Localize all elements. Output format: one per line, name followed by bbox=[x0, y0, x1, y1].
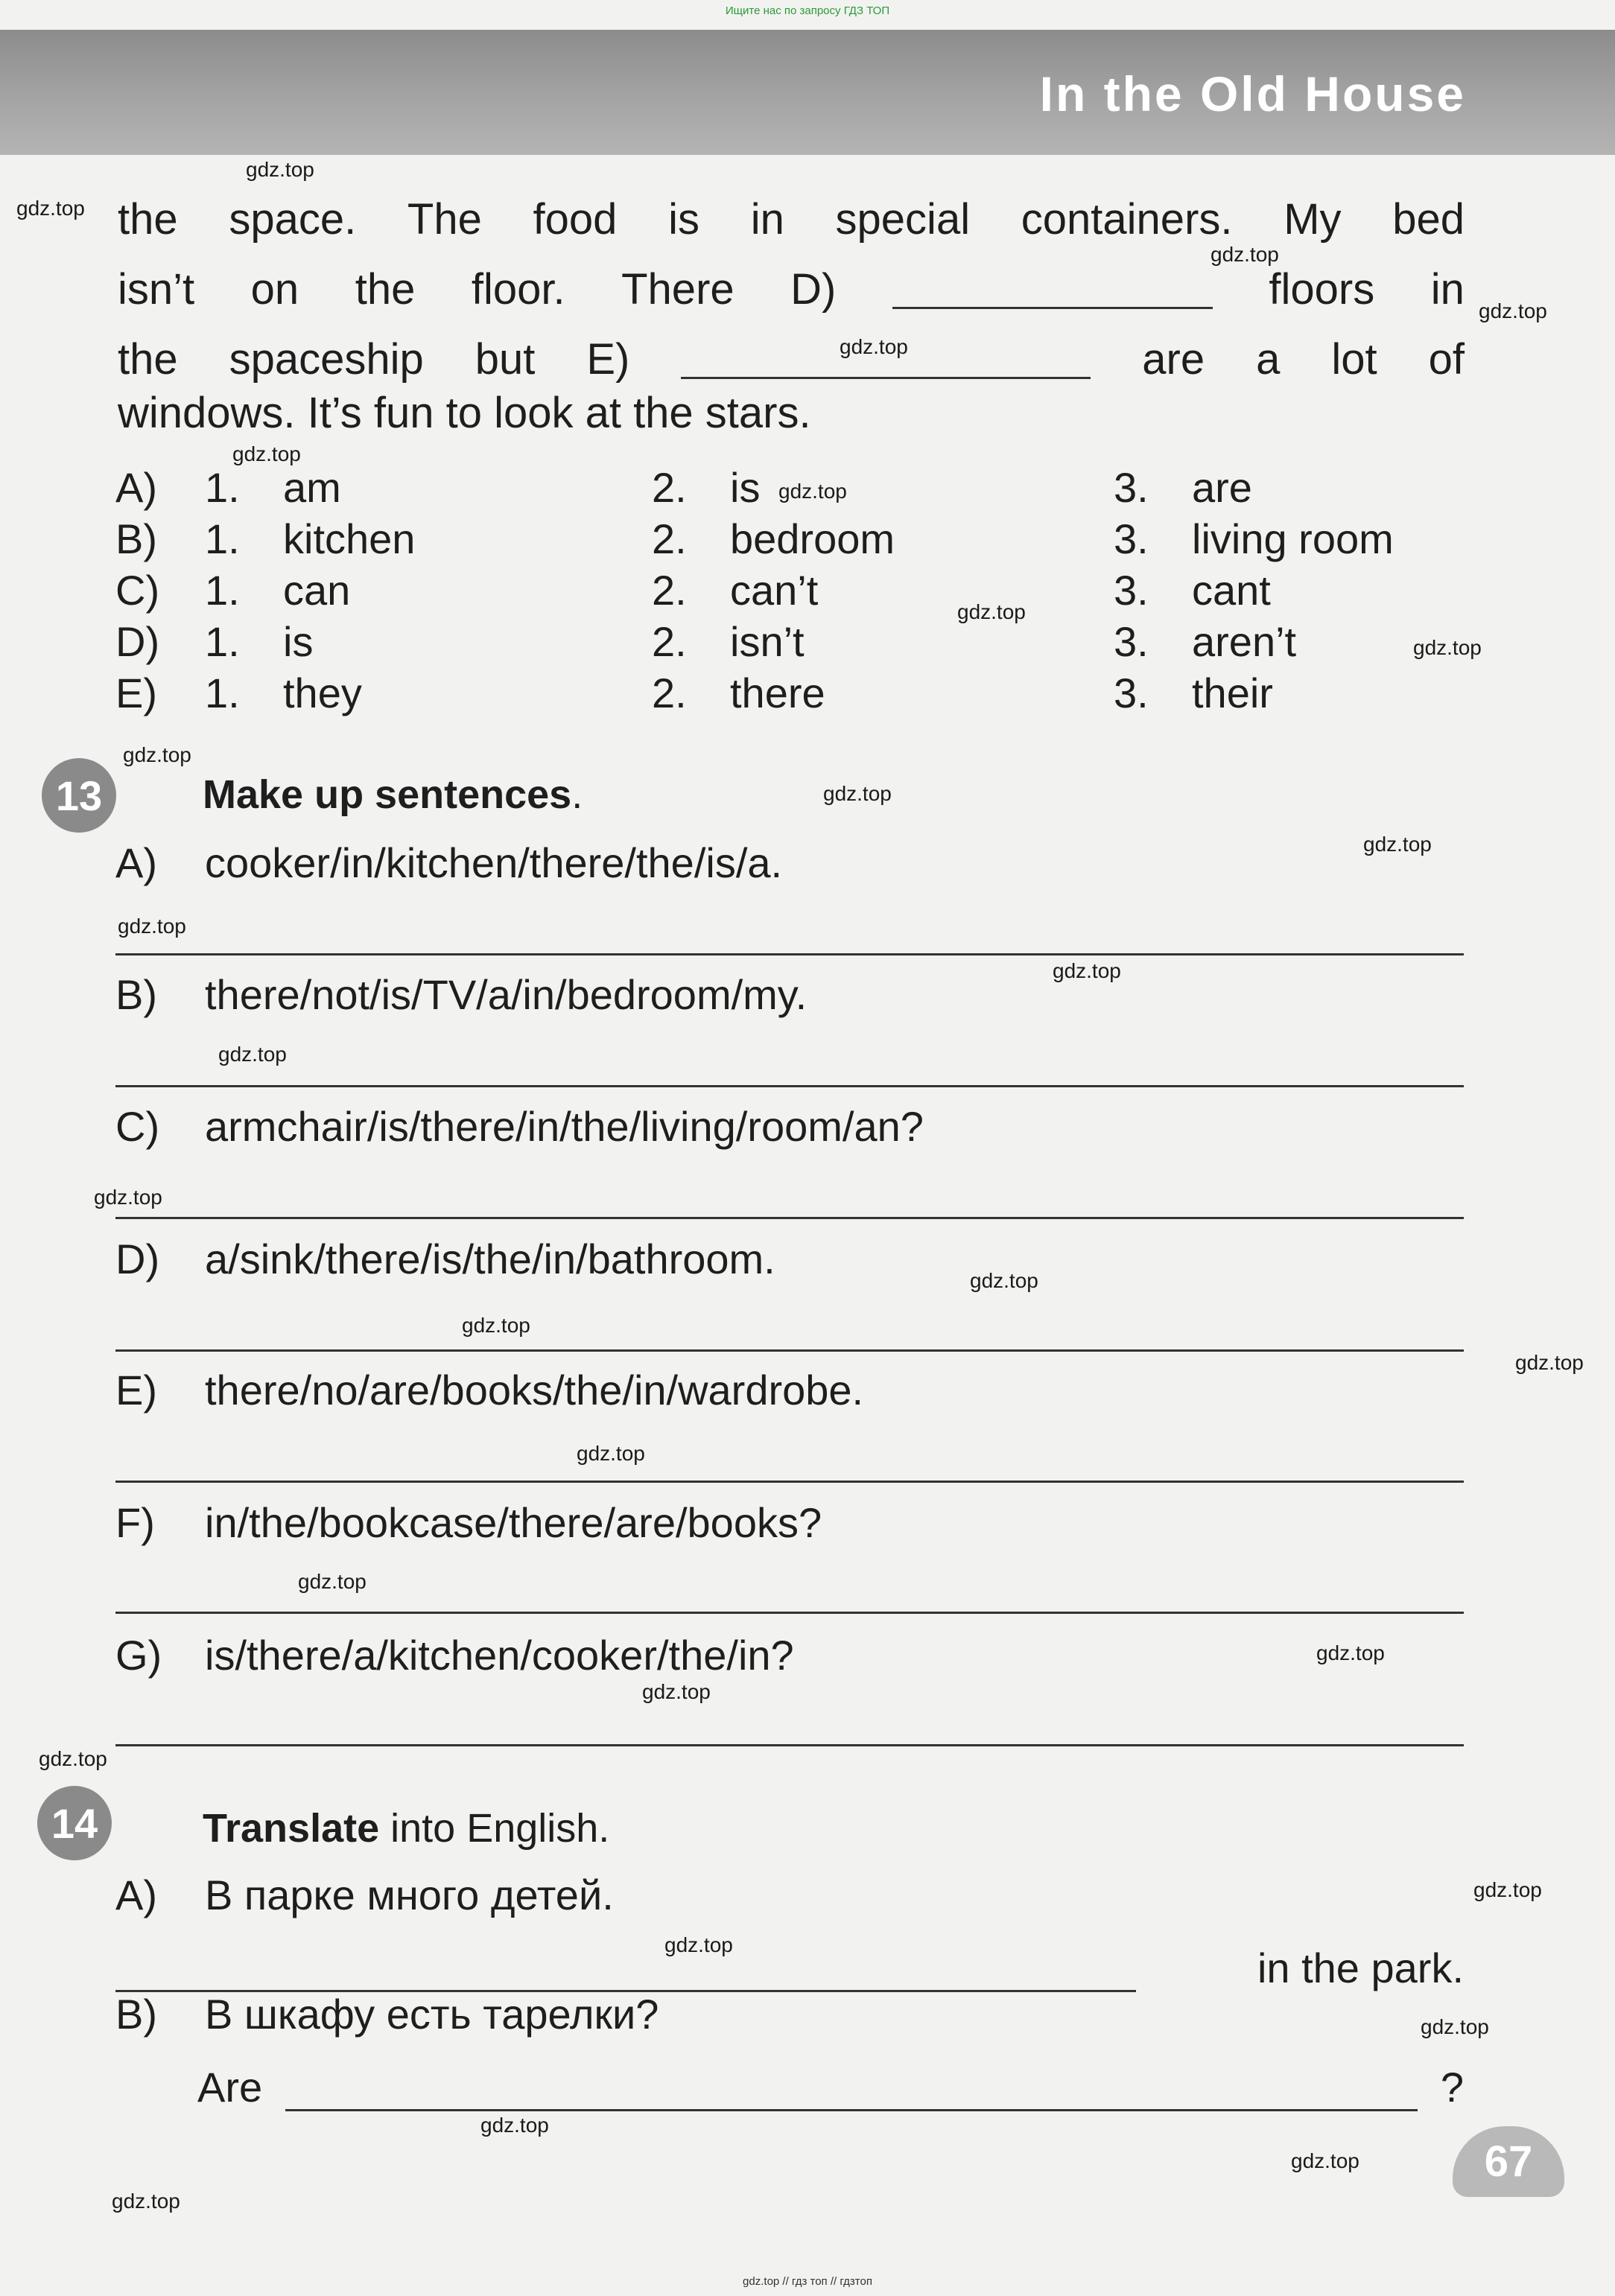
item-letter: G) bbox=[115, 1632, 162, 1679]
watermark-text: gdz.top bbox=[94, 1186, 162, 1209]
watermark-text: gdz.top bbox=[1421, 2015, 1489, 2038]
option-text: can bbox=[283, 567, 351, 614]
option-letter: A) bbox=[115, 464, 157, 511]
option-letter: B) bbox=[115, 515, 157, 562]
option-3[interactable] bbox=[1114, 463, 1252, 512]
item-text: В шкафу есть тарелки? bbox=[205, 1991, 659, 2038]
option-text: their bbox=[1192, 670, 1273, 716]
watermark-text: gdz.top bbox=[246, 158, 314, 181]
option-text: can’t bbox=[730, 567, 819, 614]
item-text: in/the/bookcase/there/are/books? bbox=[205, 1499, 822, 1546]
watermark-text: gdz.top bbox=[1053, 959, 1121, 982]
word: bed bbox=[1392, 195, 1465, 244]
answer-line-d[interactable] bbox=[115, 1349, 1464, 1352]
option-1[interactable] bbox=[205, 515, 652, 563]
option-3[interactable] bbox=[1114, 669, 1273, 717]
word: the bbox=[118, 195, 178, 244]
option-num: 2. bbox=[652, 515, 687, 562]
item-text: there/no/are/books/the/in/wardrobe. bbox=[205, 1367, 864, 1413]
translate-item-a bbox=[115, 1871, 614, 1919]
item-text: В парке много детей. bbox=[205, 1872, 614, 1918]
option-2[interactable] bbox=[652, 617, 1114, 666]
answer-line-translate-a[interactable] bbox=[115, 1953, 1136, 1992]
sentence-item-c bbox=[115, 1102, 924, 1151]
answer-line-e[interactable] bbox=[115, 1481, 1464, 1483]
option-text: bedroom bbox=[730, 515, 895, 562]
exercise-instruction bbox=[203, 1805, 609, 1851]
word: the bbox=[118, 335, 178, 384]
watermark-text: gdz.top bbox=[1363, 833, 1432, 856]
option-text: there bbox=[730, 670, 825, 716]
footer-text: gdz.top // гдз топ // гдзтоп bbox=[743, 2275, 872, 2288]
answer-line-translate-b[interactable] bbox=[285, 2072, 1418, 2111]
word: is bbox=[668, 195, 700, 244]
option-text: is bbox=[283, 618, 314, 665]
watermark-text: gdz.top bbox=[218, 1043, 287, 1066]
option-1[interactable] bbox=[205, 566, 652, 614]
item-text: is/there/a/kitchen/cooker/the/in? bbox=[205, 1632, 794, 1679]
word: in bbox=[750, 195, 784, 244]
watermark-text: gdz.top bbox=[1413, 636, 1482, 659]
option-2[interactable] bbox=[652, 463, 1114, 512]
sentence-item-e bbox=[115, 1366, 863, 1414]
watermark-text: gdz.top bbox=[462, 1314, 530, 1337]
item-letter: A) bbox=[115, 839, 157, 886]
word: on bbox=[250, 265, 299, 314]
exercise-number-badge: 13 bbox=[42, 758, 116, 833]
instruction-bold: Make up sentences bbox=[203, 772, 572, 817]
word: My bbox=[1284, 195, 1342, 244]
watermark-text: gdz.top bbox=[16, 197, 85, 220]
answer-line-a[interactable] bbox=[115, 953, 1464, 955]
option-text: they bbox=[283, 670, 362, 716]
watermark-text: gdz.top bbox=[1515, 1351, 1584, 1374]
answer-blank-d[interactable] bbox=[892, 271, 1213, 309]
watermark-text: gdz.top bbox=[1291, 2149, 1359, 2172]
word: are bbox=[1142, 335, 1205, 384]
sentence-item-b bbox=[115, 970, 807, 1019]
word: lot bbox=[1331, 335, 1377, 384]
option-num: 3. bbox=[1114, 464, 1149, 511]
word: floor. bbox=[471, 265, 565, 314]
word: food bbox=[533, 195, 618, 244]
paragraph-line-4: windows. It’s fun to look at the stars. bbox=[118, 389, 811, 437]
top-banner: Ищите нас по запросу ГДЗ ТОП bbox=[725, 4, 890, 17]
watermark-text: gdz.top bbox=[840, 335, 908, 358]
option-text: is bbox=[730, 464, 761, 511]
word: but bbox=[475, 335, 536, 384]
option-letter: C) bbox=[115, 567, 160, 614]
item-text-start: Are bbox=[197, 2064, 263, 2111]
option-text: cant bbox=[1192, 567, 1271, 614]
watermark-text: gdz.top bbox=[123, 743, 191, 766]
word: of bbox=[1428, 335, 1465, 384]
item-text-end: ? bbox=[1440, 2064, 1464, 2111]
word: The bbox=[407, 195, 482, 244]
option-num: 3. bbox=[1114, 515, 1149, 562]
instruction-rest: into English. bbox=[379, 1806, 610, 1851]
option-row-e bbox=[115, 667, 1471, 719]
watermark-text: gdz.top bbox=[664, 1933, 733, 1956]
watermark-text: gdz.top bbox=[642, 1680, 711, 1703]
option-2[interactable] bbox=[652, 669, 1114, 717]
page-number-badge: 67 bbox=[1453, 2126, 1564, 2197]
item-letter: F) bbox=[115, 1499, 155, 1546]
option-3[interactable] bbox=[1114, 515, 1394, 563]
option-num: 1. bbox=[205, 618, 240, 665]
item-letter: E) bbox=[115, 1367, 157, 1413]
option-text: isn’t bbox=[730, 618, 805, 665]
word: in bbox=[1430, 265, 1465, 314]
instruction-bold: Translate bbox=[203, 1806, 380, 1851]
option-text: kitchen bbox=[283, 515, 416, 562]
word: the bbox=[355, 265, 416, 314]
watermark-text: gdz.top bbox=[39, 1747, 107, 1770]
watermark-text: gdz.top bbox=[1479, 299, 1547, 322]
option-num: 3. bbox=[1114, 618, 1149, 665]
answer-line-b[interactable] bbox=[115, 1085, 1464, 1087]
item-letter: B) bbox=[115, 1991, 157, 2038]
watermark-text: gdz.top bbox=[298, 1570, 367, 1593]
instruction-rest: . bbox=[571, 772, 583, 817]
watermark-text: gdz.top bbox=[577, 1442, 645, 1465]
option-num: 2. bbox=[652, 618, 687, 665]
item-letter: A) bbox=[115, 1872, 157, 1918]
item-letter: D) bbox=[115, 1236, 160, 1282]
item-text: cooker/in/kitchen/there/the/is/a. bbox=[205, 839, 783, 886]
option-1[interactable] bbox=[205, 617, 652, 666]
option-3[interactable] bbox=[1114, 566, 1271, 614]
word: E) bbox=[586, 335, 630, 384]
watermark-text: gdz.top bbox=[118, 915, 186, 938]
item-text: there/not/is/TV/a/in/bedroom/my. bbox=[205, 971, 808, 1018]
watermark-text: gdz.top bbox=[112, 2190, 180, 2213]
sentence-item-d bbox=[115, 1235, 775, 1283]
word: special bbox=[835, 195, 971, 244]
reading-paragraph bbox=[118, 185, 1465, 395]
word: a bbox=[1256, 335, 1281, 384]
option-2[interactable] bbox=[652, 566, 1114, 614]
option-row-c bbox=[115, 565, 1471, 616]
option-3[interactable] bbox=[1114, 617, 1296, 666]
option-letter: D) bbox=[115, 618, 160, 665]
option-num: 3. bbox=[1114, 567, 1149, 614]
watermark-text: gdz.top bbox=[1473, 1878, 1542, 1901]
option-text: living room bbox=[1192, 515, 1394, 562]
word: spaceship bbox=[229, 335, 424, 384]
answer-line-g[interactable] bbox=[115, 1744, 1464, 1746]
item-text: armchair/is/there/in/the/living/room/an? bbox=[205, 1103, 924, 1150]
word: space. bbox=[229, 195, 357, 244]
word: There bbox=[621, 265, 734, 314]
option-num: 1. bbox=[205, 567, 240, 614]
exercise-instruction bbox=[203, 772, 583, 818]
word: isn’t bbox=[118, 265, 195, 314]
watermark-text: gdz.top bbox=[970, 1269, 1038, 1292]
option-num: 2. bbox=[652, 567, 687, 614]
option-num: 1. bbox=[205, 515, 240, 562]
item-text: a/sink/there/is/the/in/bathroom. bbox=[205, 1236, 775, 1282]
item-letter: B) bbox=[115, 971, 157, 1018]
watermark-text: gdz.top bbox=[778, 480, 847, 503]
sentence-item-f bbox=[115, 1498, 822, 1547]
watermark-text: gdz.top bbox=[480, 2114, 549, 2137]
translate-answer-b bbox=[197, 2063, 1464, 2111]
item-text-end: in the park. bbox=[1257, 1944, 1464, 1991]
watermark-text: gdz.top bbox=[1316, 1641, 1385, 1664]
option-letter: E) bbox=[115, 670, 157, 716]
option-num: 1. bbox=[205, 670, 240, 716]
option-num: 2. bbox=[652, 670, 687, 716]
watermark-text: gdz.top bbox=[823, 782, 892, 805]
option-1[interactable] bbox=[205, 463, 652, 512]
exercise-number-badge: 14 bbox=[37, 1786, 112, 1860]
option-row-b bbox=[115, 513, 1471, 565]
paragraph-line-3 bbox=[118, 325, 1465, 395]
sentence-item-g bbox=[115, 1631, 794, 1679]
translate-answer-a bbox=[115, 1944, 1464, 1992]
watermark-text: gdz.top bbox=[232, 442, 301, 465]
option-text: are bbox=[1192, 464, 1252, 511]
option-num: 1. bbox=[205, 464, 240, 511]
sentence-item-a bbox=[115, 839, 782, 887]
watermark-text: gdz.top bbox=[957, 600, 1026, 623]
option-text: am bbox=[283, 464, 341, 511]
translate-item-b bbox=[115, 1990, 659, 2038]
option-1[interactable] bbox=[205, 669, 652, 717]
option-2[interactable] bbox=[652, 515, 1114, 563]
item-letter: C) bbox=[115, 1103, 160, 1150]
watermark-text: gdz.top bbox=[1211, 243, 1279, 266]
option-text: aren’t bbox=[1192, 618, 1297, 665]
word: containers. bbox=[1021, 195, 1233, 244]
answer-line-c[interactable] bbox=[115, 1217, 1464, 1219]
option-num: 3. bbox=[1114, 670, 1149, 716]
word: D) bbox=[790, 265, 837, 314]
header-band bbox=[0, 30, 1615, 155]
page-title: In the Old House bbox=[1039, 66, 1466, 121]
word: floors bbox=[1269, 265, 1375, 314]
option-row-d bbox=[115, 616, 1471, 667]
option-num: 2. bbox=[652, 464, 687, 511]
answer-line-f[interactable] bbox=[115, 1612, 1464, 1614]
